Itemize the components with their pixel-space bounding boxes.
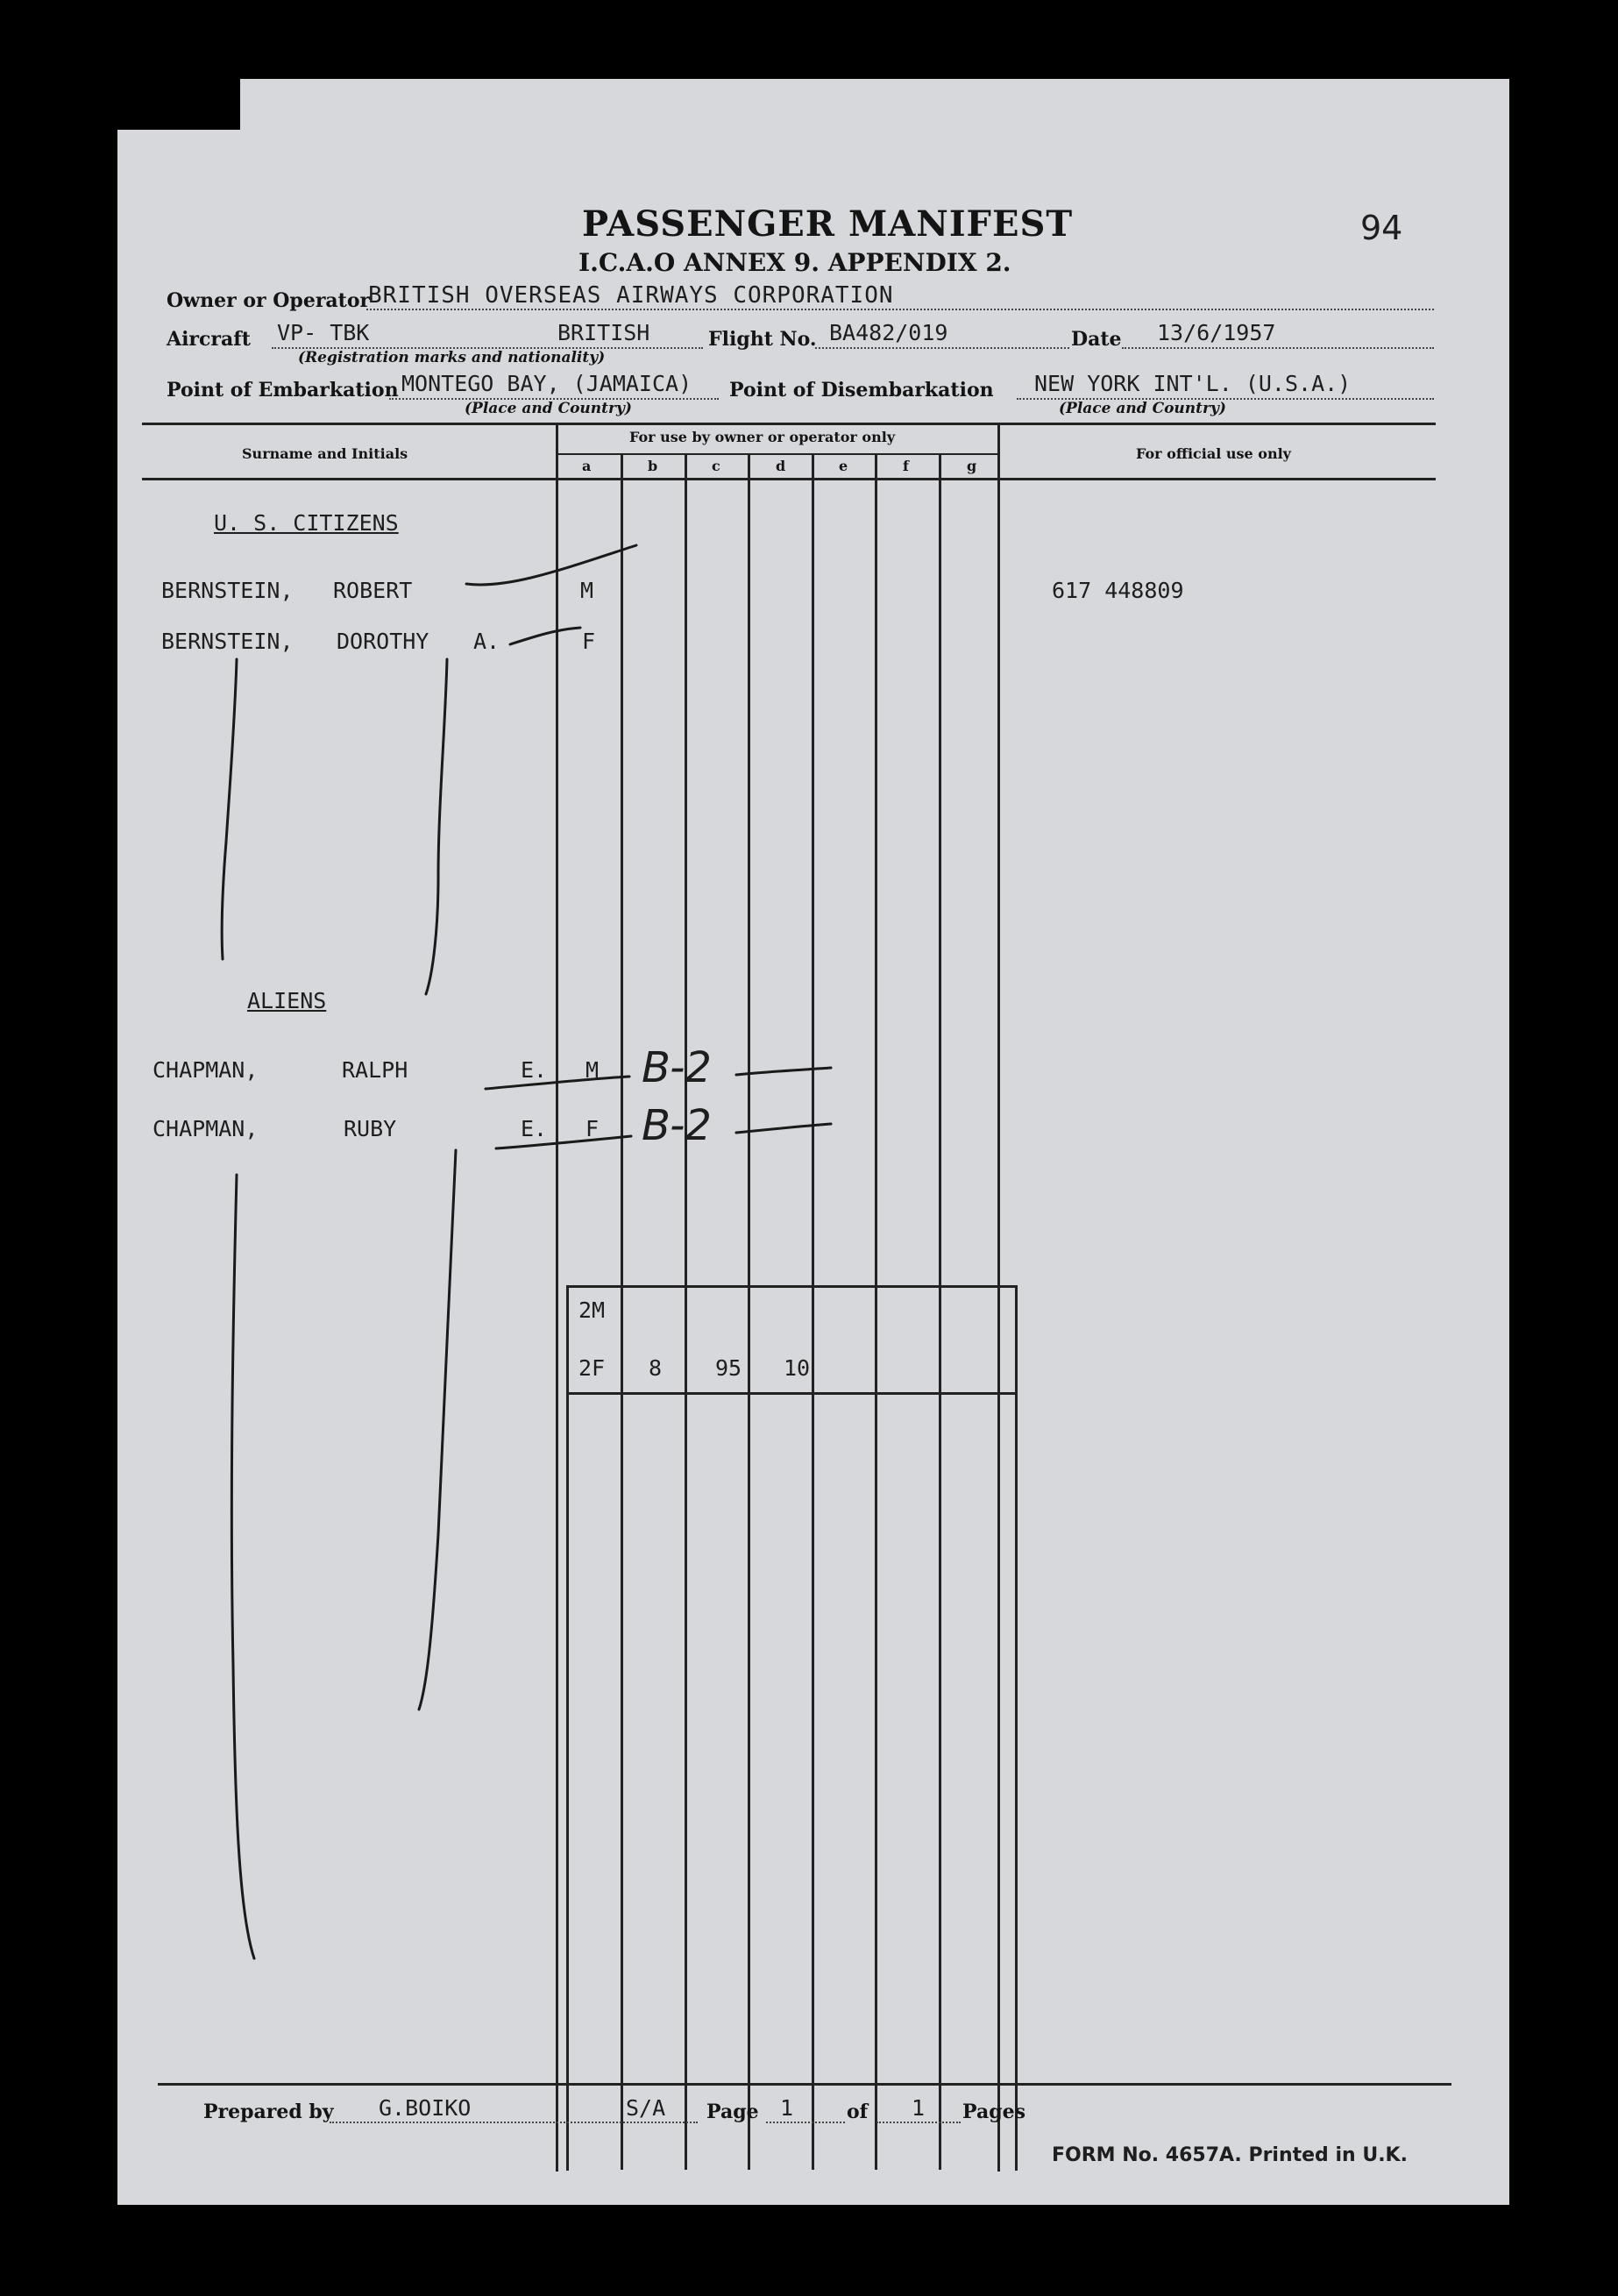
embarkation-caption: (Place and Country) [465,400,632,417]
col-b-header: b [648,458,658,474]
embarkation-label: Point of Embarkation [167,379,399,402]
page-title: PASSENGER MANIFEST [582,203,1074,245]
disembarkation-label: Point of Disembarkation [729,379,994,402]
passenger-2-initial: A. [473,629,500,654]
passenger-2-given: DOROTHY [337,629,429,654]
pages-line [876,2122,961,2123]
owner-value: BRITISH OVERSEAS AIRWAYS CORPORATION [368,282,894,309]
official-use-header: For official use only [1136,445,1291,462]
page-label: Page [706,2101,759,2123]
passenger-3-initial: E. [521,1057,548,1083]
col-a-header: a [582,458,592,474]
ditto-bracket-3 [231,1175,254,1958]
page-reference-number: 94 [1360,209,1403,247]
aircraft-label: Aircraft [167,328,251,351]
aircraft-caption: (Registration marks and nationality) [298,349,606,366]
disembarkation-value: NEW YORK INT'L. (U.S.A.) [1034,371,1352,396]
footer-rule [158,2083,1451,2086]
passenger-4-surname: CHAPMAN, [153,1116,259,1141]
passenger-2-surname: BERNSTEIN, [161,629,294,654]
col-c-header: c [712,458,720,474]
totals-col-c: 95 [715,1355,742,1381]
passenger-1-surname: BERNSTEIN, [161,578,294,603]
passenger-4-mark: B-2 [642,1101,712,1150]
page-number: 1 [780,2095,794,2121]
col-d-header: d [776,458,786,474]
section-aliens: ALIENS [247,988,327,1013]
passenger-3-mark: B-2 [642,1043,712,1092]
check-mark-1 [466,545,636,585]
flight-number: BA482/019 [829,320,948,345]
ditto-bracket-2 [426,659,447,994]
flight-label: Flight No. [708,328,817,351]
of-label: of [847,2101,869,2123]
prepared-by-line [330,2122,698,2123]
aircraft-nationality: BRITISH [557,320,650,345]
passenger-1-given: ROBERT [333,578,413,603]
page-line [766,2122,845,2123]
disembarkation-caption: (Place and Country) [1059,400,1226,417]
check-mark-2 [510,628,580,644]
totals-col-d: 10 [784,1355,811,1381]
col-e-header: e [839,458,848,474]
pages-label: Pages [962,2101,1025,2123]
passenger-4-given: RUBY [344,1116,397,1141]
passenger-1-official: 617 448809 [1052,578,1184,603]
passenger-2-sex: F [582,629,596,654]
dash-line-1 [736,1068,831,1075]
passenger-3-surname: CHAPMAN, [153,1057,259,1083]
owner-label: Owner or Operator [167,289,371,312]
surname-header: Surname and Initials [242,445,408,462]
passenger-3-sex: M [585,1057,600,1083]
passenger-1-sex: M [580,578,594,603]
totals-male: 2M [578,1297,606,1323]
embarkation-value: MONTEGO BAY, (JAMAICA) [401,371,692,396]
ditto-bracket-4 [419,1150,456,1710]
totals-female: 2F [578,1355,606,1381]
section-us-citizens: U. S. CITIZENS [214,510,399,536]
ditto-bracket-1 [222,659,237,959]
passenger-3-given: RALPH [342,1057,408,1083]
dash-line-2 [736,1124,831,1133]
preparer-role: S/A [626,2095,666,2121]
flight-date: 13/6/1957 [1157,320,1276,345]
prepared-by-value: G.BOIKO [379,2095,472,2121]
strike-line-2 [496,1136,631,1148]
aircraft-reg: VP- TBK [277,320,370,345]
total-pages: 1 [912,2095,926,2121]
prepared-by-label: Prepared by [203,2101,334,2123]
form-number: FORM No. 4657A. Printed in U.K. [1052,2144,1408,2166]
totals-col-b: 8 [649,1355,663,1381]
col-g-header: g [967,458,977,474]
date-label: Date [1071,328,1122,351]
col-f-header: f [903,458,909,474]
owner-use-header: For use by owner or operator only [629,429,896,445]
strike-line-1 [486,1077,629,1089]
page-subtitle: I.C.A.O ANNEX 9. APPENDIX 2. [578,248,1011,277]
passenger-4-initial: E. [521,1116,548,1141]
passenger-4-sex: F [585,1116,600,1141]
